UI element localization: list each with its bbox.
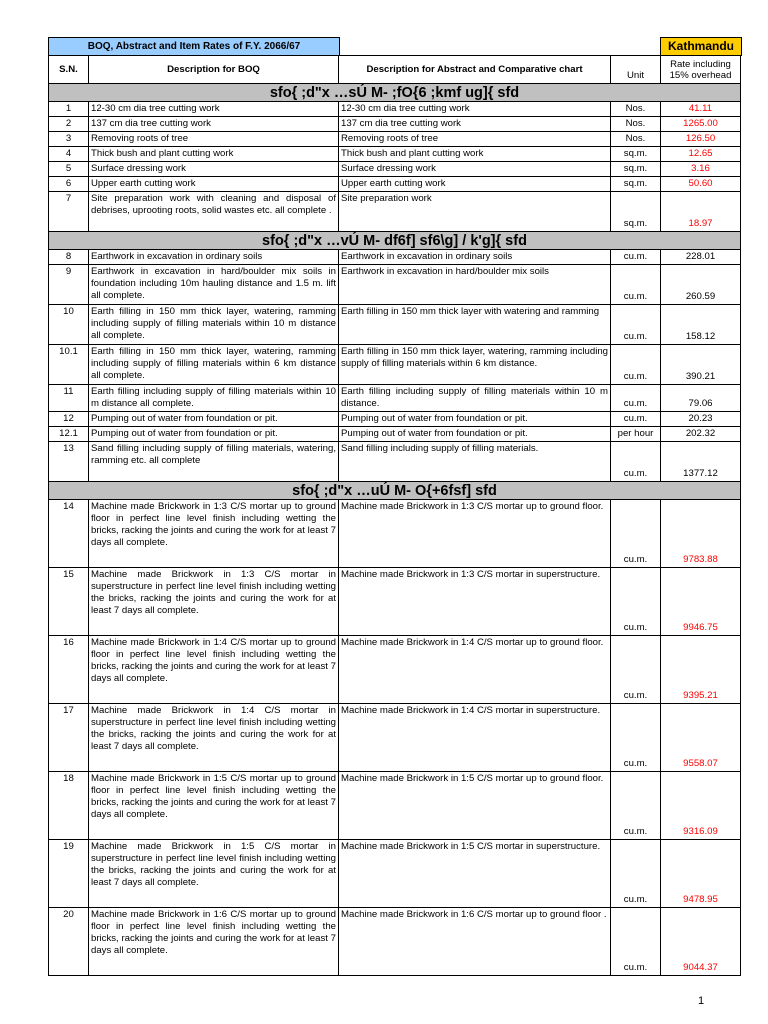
boq-description: Pumping out of water from foundation or pit. [89,412,339,427]
boq-table [48,38,741,976]
column-header-row [49,56,741,84]
item-number: 7 [49,192,89,232]
item-unit: cu.m. [611,412,661,427]
abstract-description: Machine made Brickwork in 1:5 C/S mortar up to ground floor. [339,772,611,840]
table-row [49,162,741,177]
section-heading-row [49,232,741,250]
title-spacer [49,38,741,56]
item-unit: Nos. [611,132,661,147]
item-unit: cu.m. [611,908,661,976]
item-number: 11 [49,385,89,412]
abstract-description: Machine made Brickwork in 1:4 C/S mortar up to ground floor. [339,636,611,704]
item-rate: 260.59 [661,265,741,305]
item-unit: Nos. [611,102,661,117]
boq-description: Site preparation work with cleaning and disposal of debrises, uprooting roots, solid wastes etc. all complete . [89,192,339,232]
table-row [49,305,741,345]
boq-description: Removing roots of tree [89,132,339,147]
item-rate: 390.21 [661,345,741,385]
abstract-description: Sand filling including supply of filling materials. [339,442,611,482]
item-number: 12.1 [49,427,89,442]
abstract-description: Upper earth cutting work [339,177,611,192]
item-unit: cu.m. [611,840,661,908]
header-unit: Unit [611,56,661,84]
table-row [49,102,741,117]
item-number: 20 [49,908,89,976]
section-heading: sfo{ ;d"x …vÚ M- df6f] sf6\g] / k'g]{ sfd [49,232,741,250]
boq-description: Machine made Brickwork in 1:6 C/S mortar up to ground floor in perfect line level finish including wetting the bricks, racking the joints and curing the work for at least 7 days all complete. [89,908,339,976]
item-unit: cu.m. [611,568,661,636]
table-row [49,147,741,162]
boq-description: 12-30 cm dia tree cutting work [89,102,339,117]
boq-description: Machine made Brickwork in 1:4 C/S mortar up to ground floor in perfect line level finish including wetting the bricks, racking the joints and curing the work for at least 7 days all complete. [89,636,339,704]
table-row [49,840,741,908]
item-number: 5 [49,162,89,177]
boq-description: Earth filling in 150 mm thick layer, watering, ramming including supply of filling materials within 6 km distance all complete. [89,345,339,385]
item-unit: sq.m. [611,177,661,192]
abstract-description: Earth filling in 150 mm thick layer with watering and ramming [339,305,611,345]
abstract-description: Earthwork in excavation in ordinary soils [339,250,611,265]
item-unit: cu.m. [611,772,661,840]
item-number: 2 [49,117,89,132]
boq-description: Earth filling in 150 mm thick layer, watering, ramming including supply of filling materials within 10 m distance all complete. [89,305,339,345]
item-rate: 228.01 [661,250,741,265]
item-number: 15 [49,568,89,636]
header-sn: S.N. [49,56,89,84]
item-number: 13 [49,442,89,482]
item-unit: cu.m. [611,704,661,772]
item-unit: cu.m. [611,385,661,412]
abstract-description: Surface dressing work [339,162,611,177]
item-number: 6 [49,177,89,192]
boq-description: Upper earth cutting work [89,177,339,192]
item-rate: 50.60 [661,177,741,192]
table-row [49,908,741,976]
abstract-description: Earthwork in excavation in hard/boulder mix soils [339,265,611,305]
item-rate: 1377.12 [661,442,741,482]
abstract-description: Site preparation work [339,192,611,232]
item-rate: 79.06 [661,385,741,412]
item-unit: cu.m. [611,250,661,265]
table-row [49,265,741,305]
boq-description: Earth filling including supply of filling materials within 10 m distance all complete. [89,385,339,412]
boq-description: Sand filling including supply of filling materials, watering, ramming etc. all complete [89,442,339,482]
abstract-description: Pumping out of water from foundation or pit. [339,427,611,442]
item-unit: cu.m. [611,636,661,704]
section-heading-row [49,482,741,500]
item-number: 12 [49,412,89,427]
boq-table-body [49,38,741,976]
table-row [49,636,741,704]
item-number: 10 [49,305,89,345]
section-heading-row [49,84,741,102]
item-rate: 9395.21 [661,636,741,704]
section-heading: sfo{ ;d"x …uÚ M- O{+6fsf] sfd [49,482,741,500]
item-rate: 9478.95 [661,840,741,908]
boq-description: 137 cm dia tree cutting work [89,117,339,132]
item-rate: 9558.07 [661,704,741,772]
item-number: 8 [49,250,89,265]
item-number: 9 [49,265,89,305]
header-boq: Description for BOQ [89,56,339,84]
item-rate: 20.23 [661,412,741,427]
item-unit: sq.m. [611,192,661,232]
boq-description: Earthwork in excavation in hard/boulder mix soils in foundation including 10m hauling distance and 1.5 m. lift all complete. [89,265,339,305]
item-number: 4 [49,147,89,162]
abstract-description: Removing roots of tree [339,132,611,147]
table-row [49,704,741,772]
table-row [49,132,741,147]
abstract-description: Earth filling including supply of filling materials within 10 m distance. [339,385,611,412]
table-row [49,117,741,132]
item-unit: sq.m. [611,147,661,162]
page-number: 1 [698,995,705,1007]
title-row [49,38,741,56]
item-number: 16 [49,636,89,704]
item-number: 10.1 [49,345,89,385]
abstract-description: Machine made Brickwork in 1:4 C/S mortar in superstructure. [339,704,611,772]
item-number: 3 [49,132,89,147]
abstract-description: 137 cm dia tree cutting work [339,117,611,132]
abstract-description: Earth filling in 150 mm thick layer, watering, ramming including supply of filling materials within 6 km distance. [339,345,611,385]
header-abstract: Description for Abstract and Comparative chart [339,56,611,84]
item-number: 1 [49,102,89,117]
item-rate: 158.12 [661,305,741,345]
boq-description: Machine made Brickwork in 1:4 C/S mortar in superstructure in perfect line level finish including wetting the bricks, racking the joints and curing the work for at least 7 days all complete. [89,704,339,772]
table-row [49,345,741,385]
item-number: 18 [49,772,89,840]
item-rate: 18.97 [661,192,741,232]
table-row [49,427,741,442]
abstract-description: 12-30 cm dia tree cutting work [339,102,611,117]
table-row [49,192,741,232]
abstract-description: Machine made Brickwork in 1:5 C/S mortar in superstructure. [339,840,611,908]
location-label: Kathmandu [660,37,742,56]
item-unit: cu.m. [611,345,661,385]
item-rate: 41.11 [661,102,741,117]
table-row [49,385,741,412]
abstract-description: Thick bush and plant cutting work [339,147,611,162]
item-unit: cu.m. [611,500,661,568]
document-title: BOQ, Abstract and Item Rates of F.Y. 2066/67 [48,37,340,56]
item-number: 17 [49,704,89,772]
section-heading: sfo{ ;d"x …sÚ M- ;fO{6 ;kmf ug]{ sfd [49,84,741,102]
item-rate: 3.16 [661,162,741,177]
item-rate: 12.65 [661,147,741,162]
item-unit: sq.m. [611,162,661,177]
item-rate: 202.32 [661,427,741,442]
item-number: 19 [49,840,89,908]
item-rate: 9316.09 [661,772,741,840]
item-rate: 1265.00 [661,117,741,132]
item-unit: cu.m. [611,265,661,305]
item-unit: cu.m. [611,305,661,345]
table-row [49,250,741,265]
boq-description: Pumping out of water from foundation or pit. [89,427,339,442]
item-rate: 9783.88 [661,500,741,568]
boq-description: Thick bush and plant cutting work [89,147,339,162]
item-unit: Nos. [611,117,661,132]
table-row [49,177,741,192]
table-row [49,772,741,840]
table-row [49,442,741,482]
boq-description: Earthwork in excavation in ordinary soils [89,250,339,265]
item-number: 14 [49,500,89,568]
boq-description: Machine made Brickwork in 1:3 C/S mortar up to ground floor in perfect line level finish including wetting the bricks, racking the joints and curing the work for at least 7 days all complete. [89,500,339,568]
abstract-description: Machine made Brickwork in 1:3 C/S mortar in superstructure. [339,568,611,636]
item-rate: 9044.37 [661,908,741,976]
abstract-description: Machine made Brickwork in 1:3 C/S mortar up to ground floor. [339,500,611,568]
item-unit: cu.m. [611,442,661,482]
table-row [49,568,741,636]
abstract-description: Machine made Brickwork in 1:6 C/S mortar up to ground floor . [339,908,611,976]
table-row [49,500,741,568]
item-rate: 126.50 [661,132,741,147]
abstract-description: Pumping out of water from foundation or pit. [339,412,611,427]
boq-description: Machine made Brickwork in 1:5 C/S mortar in superstructure in perfect line level finish including wetting the bricks, racking the joints and curing the work for at least 7 days all complete. [89,840,339,908]
item-rate: 9946.75 [661,568,741,636]
boq-description: Machine made Brickwork in 1:5 C/S mortar up to ground floor in perfect line level finish including wetting the bricks, racking the joints and curing the work for at least 7 days all complete. [89,772,339,840]
item-unit: per hour [611,427,661,442]
boq-description: Surface dressing work [89,162,339,177]
table-row [49,412,741,427]
header-rate: Rate including 15% overhead [661,56,741,84]
boq-description: Machine made Brickwork in 1:3 C/S mortar in superstructure in perfect line level finish including wetting the bricks, racking the joints and curing the work for at least 7 days all complete. [89,568,339,636]
